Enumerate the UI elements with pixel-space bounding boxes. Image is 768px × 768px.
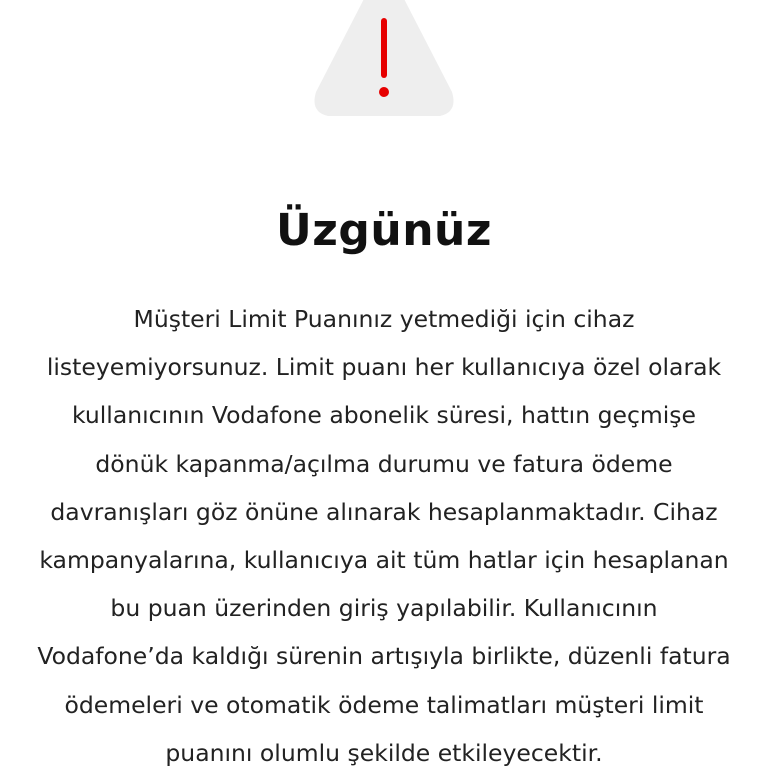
page-title: Üzgünüz [276,205,492,256]
message-line: davranışları göz önüne alınarak hesaplanmaktadır. Cihaz [50,497,718,526]
message-line: Vodafone’da kaldığı sürenin artışıyla birlikte, düzenli fatura [37,642,731,671]
warning-triangle-icon [0,0,768,130]
message-line: listeyemiyorsunuz. Limit puanı her kullanıcıya özel olarak [46,353,722,382]
message-line: puanını olumlu şekilde etkileyecektir. [165,738,603,767]
warning-graphic [0,0,768,130]
message-line: kullanıcının Vodafone abonelik süresi, hattın geçmişe [72,401,696,430]
exclamation-dot [379,87,389,97]
message-line: ödemeleri ve otomatik ödeme talimatları müşteri limit [64,690,704,719]
message-line: dönük kapanma/açılma durumu ve fatura ödeme [95,449,673,478]
exclamation-bar [381,18,387,78]
message-line: bu puan üzerinden giriş yapılabilir. Kullanıcının [110,594,658,623]
limit-message [28,295,740,768]
message-line: Müşteri Limit Puanınız yetmediği için cihaz [133,305,635,333]
message-line: kampanyalarına, kullanıcıya ait tüm hatlar için hesaplanan [39,546,729,575]
